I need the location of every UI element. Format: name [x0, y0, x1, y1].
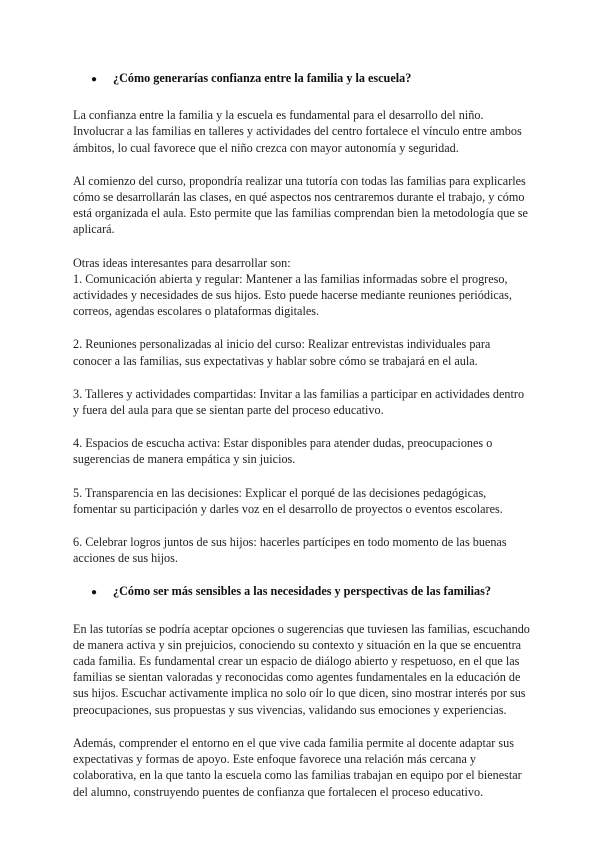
list-item: 1. Comunicación abierta y regular: Mantener a las familias informadas sobre el progreso, actividades y necesidades de sus hijos. Esto puede hacerse mediante reuniones periódicas, correos, agendas escolares o plataformas digitales. [73, 271, 512, 319]
list-item: 3. Talleres y actividades compartidas: Invitar a las familias a participar en actividades dentro y fuera del aula para que se sientan parte del proceso educativo. [73, 386, 525, 418]
list-item: 6. Celebrar logros juntos de sus hijos: hacerles partícipes en todo momento de las buenas acciones de sus hijos. [73, 535, 507, 566]
heading-text: ¿Cómo ser más sensibles a las necesidades y perspectivas de las familias? [113, 584, 491, 599]
heading-text: ¿Cómo generarías confianza entre la familia y la escuela? [113, 71, 412, 85]
list-item: 4. Espacios de escucha activa: Estar disponibles para atender dudas, preocupaciones o sugerencias de manera empática y sin juicios. [73, 436, 493, 467]
section-heading-trust [91, 70, 530, 88]
list-intro: Otras ideas interesantes para desarrollar son: [73, 255, 291, 270]
paragraph: La confianza entre la familia y la escuela es fundamental para el desarrollo del niño. Involucrar a las familias en talleres y actividades del centro fortalece el vínculo entre ambos ámbitos, lo cual favorece que el niño crezca con mayor autonomía y seguridad. [73, 108, 522, 155]
section-heading-sensitivity [91, 583, 530, 601]
bullet-icon: ● [91, 74, 98, 85]
list-item: 2. Reuniones personalizadas al inicio del curso: Realizar entrevistas individuales para conocer a las familias, sus expectativas y hablar sobre cómo se trabajará en el aula. [73, 337, 491, 368]
paragraph: Al comienzo del curso, propondría realizar una tutoría con todas las familias para explicarles cómo se desarrollarán las clases, en qué aspectos nos centraremos durante el trabajo, y cómo está organizada el aula. Esto permite que las familias comprendan bien la metodología que se aplicará. [73, 173, 528, 237]
paragraph: En las tutorías se podría aceptar opciones o sugerencias que tuviesen las familias, escuchando de manera activa y sin prejuicios, conociendo su contexto y situación en la que se encuentra cada familia. Es fundamental crear un espacio de diálogo abierto y respetuoso, en el que las familias se sientan valoradas y reconocidas como agentes fundamentales en la educación de sus hijos. Escuchar activamente implica no solo oír lo que dicen, sino mostrar interés por sus preocupaciones, sus propuestas y sus vivencias, validando sus emociones y experiencias. [73, 621, 530, 717]
bullet-icon: ● [91, 587, 98, 599]
paragraph: Además, comprender el entorno en el que vive cada familia permite al docente adaptar sus expectativas y formas de apoyo. Este enfoque favorece una relación más cercana y colaborativa, en la que tanto la escuela como las familias trabajan en equipo por el bienestar del alumno, construyendo puentes de confianza que fortalecen el proceso educativo. [73, 735, 522, 799]
list-item: 5. Transparencia en las decisiones: Explicar el porqué de las decisiones pedagógicas, fomentar su participación y darles voz en el desarrollo de proyectos o eventos escolares. [73, 485, 503, 516]
